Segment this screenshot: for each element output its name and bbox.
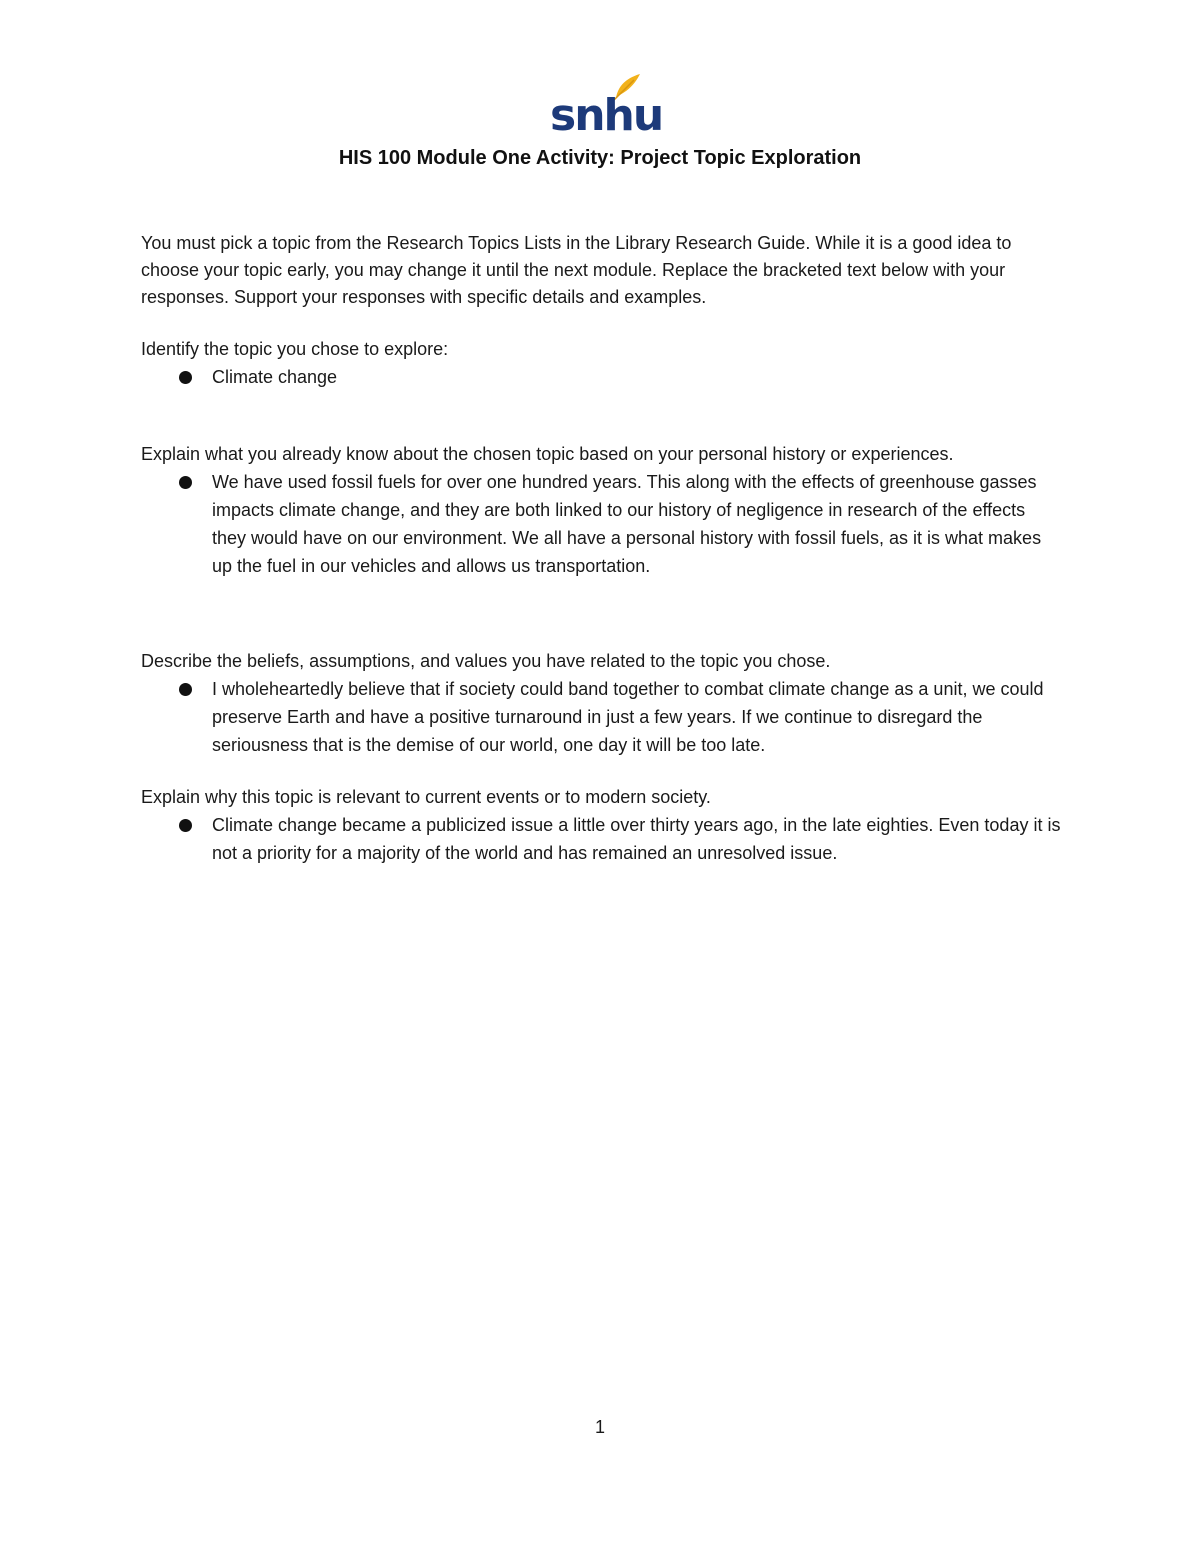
answer-text: We have used fossil fuels for over one hundred years. This along with the effects of greenhouse gasses impacts climate change, and they are both linked to our history of negligence in research of the effects they would have on our environment. We all have a personal history with fossil fuels, as it is what makes up the fuel in our vehicles and allows us transportation. [212, 472, 1042, 576]
answer-list [141, 811, 1061, 867]
section-beliefs [141, 648, 1061, 759]
logo-wordmark: snhu [550, 90, 663, 141]
answer-item [141, 811, 1061, 867]
answer-text: Climate change [212, 367, 338, 387]
document-title: HIS 100 Module One Activity: Project Topic Exploration [338, 147, 862, 169]
answer-list [141, 468, 1061, 580]
answer-text: I wholeheartedly believe that if society could band together to combat climate change as a unit, we could preserve Earth and have a positive turnaround in just a few years. If we continue to disregard the seriousness that is the demise of our world, one day it will be too late. [212, 679, 1044, 755]
section-prompt: Explain why this topic is relevant to current events or to modern society. [141, 787, 711, 807]
answer-text: Climate change became a publicized issue a little over thirty years ago, in the late eighties. Even today it is not a priority for a majority of the world and has remained an unresolved issue. [212, 815, 1061, 863]
intro-paragraph: You must pick a topic from the Research Topics Lists in the Library Research Guide. While it is a good idea to choose your topic early, you may change it until the next module. Replace the bracketed text below with your responses. Support your responses with specific details and examples. [141, 233, 1012, 307]
answer-item [141, 363, 1061, 391]
answer-list [141, 363, 1061, 391]
answer-list [141, 675, 1061, 759]
snhu-logo [550, 72, 663, 141]
answer-item [141, 468, 1061, 580]
bullet-icon [179, 819, 192, 832]
bullet-icon [179, 476, 192, 489]
section-prompt: Explain what you already know about the chosen topic based on your personal history or experiences. [141, 444, 954, 464]
answer-item [141, 675, 1061, 759]
document-body [141, 230, 1061, 867]
bullet-icon [179, 683, 192, 696]
bullet-icon [179, 371, 192, 384]
section-relevance [141, 784, 1061, 867]
page-number: 1 [594, 1417, 605, 1437]
section-personal-history [141, 441, 1061, 580]
section-topic [141, 336, 1061, 391]
section-prompt: Describe the beliefs, assumptions, and values you have related to the topic you chose. [141, 651, 831, 671]
section-prompt: Identify the topic you chose to explore: [141, 339, 449, 359]
